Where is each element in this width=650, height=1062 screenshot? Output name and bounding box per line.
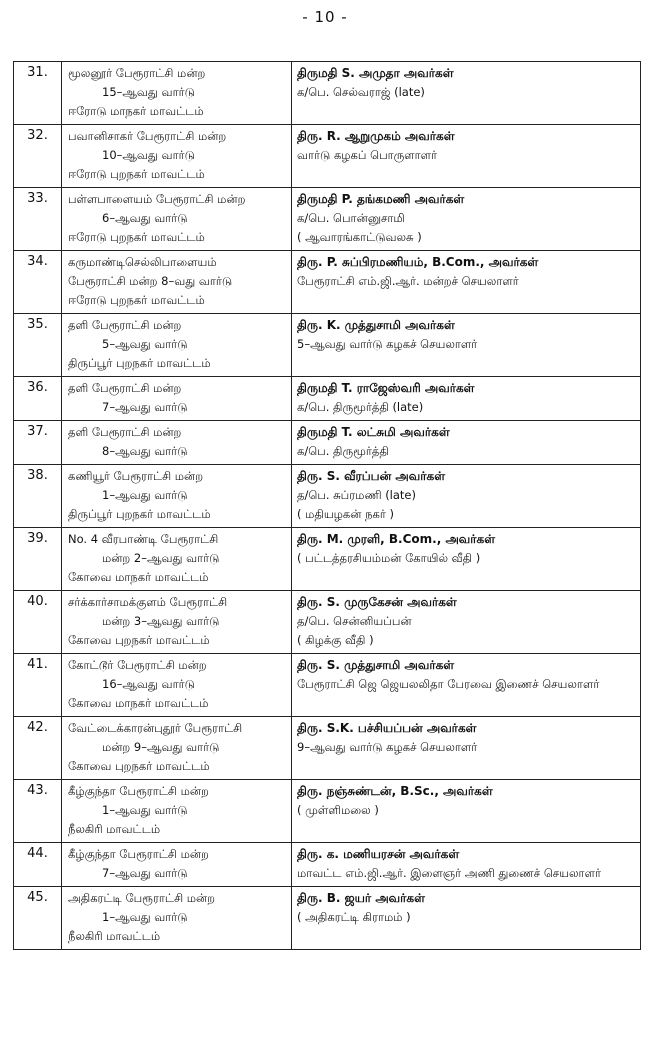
ward-line: கோவை மாநகர் மாவட்டம் [68, 570, 209, 584]
ward-line: பேரூராட்சி மன்ற 8–வது வார்டு [68, 274, 233, 288]
ward-line: நீலகிரி மாவட்டம் [68, 822, 161, 836]
ward-line: No. 4 வீரபாண்டி பேரூராட்சி [68, 532, 219, 546]
table-row [14, 465, 641, 528]
person-detail: 9–ஆவது வார்டு கழகச் செயலாளர் [297, 740, 478, 754]
person-detail: க/பெ. திருமூர்த்தி [297, 444, 389, 458]
person-detail: பேரூராட்சி எம்.ஜி.ஆர். மன்றச் செயலாளர் [297, 274, 519, 288]
person-detail: க/பெ. செல்வராஜ் (late) [297, 85, 425, 99]
person-cell [292, 654, 641, 717]
ward-cell [62, 465, 292, 528]
ward-line: 1–ஆவது வார்டு [102, 488, 188, 502]
ward-cell [62, 591, 292, 654]
table-row [14, 377, 641, 421]
ward-line: மன்ற 9–ஆவது வார்டு [102, 740, 220, 754]
person-detail: ( பட்டத்தரசியம்மன் கோயில் வீதி ) [297, 551, 481, 565]
serial-number: 40. [14, 591, 62, 654]
person-cell [292, 887, 641, 950]
ward-line: ஈரோடு புறநகர் மாவட்டம் [68, 293, 205, 307]
ward-line: கருமாண்டிசெல்லிபாளையம் [68, 255, 217, 269]
person-name: திரு. S. முருகேசன் அவர்கள் [297, 595, 457, 609]
table-row [14, 251, 641, 314]
person-cell [292, 421, 641, 465]
person-name: திரு. K. முத்துசாமி அவர்கள் [297, 318, 455, 332]
ward-line: திருப்பூர் புறநகர் மாவட்டம் [68, 507, 211, 521]
table-row [14, 887, 641, 950]
person-detail: ( ஆவாரங்காட்டுவலசு ) [297, 230, 422, 244]
person-cell [292, 780, 641, 843]
ward-cell [62, 62, 292, 125]
ward-line: தளி பேரூராட்சி மன்ற [68, 425, 182, 439]
ward-line: 1–ஆவது வார்டு [102, 803, 188, 817]
serial-number: 42. [14, 717, 62, 780]
ward-line: அதிகரட்டி பேரூராட்சி மன்ற [68, 891, 215, 905]
serial-number: 38. [14, 465, 62, 528]
ward-cell [62, 843, 292, 887]
ward-line: பவானிசாகர் பேரூராட்சி மன்ற [68, 129, 227, 143]
table-row [14, 314, 641, 377]
ward-cell [62, 421, 292, 465]
person-detail: ( கிழக்கு வீதி ) [297, 633, 374, 647]
person-name: திரு. B. ஜயர் அவர்கள் [297, 891, 425, 905]
person-name: திரு. R. ஆறுமுகம் அவர்கள் [297, 129, 455, 143]
ward-cell [62, 887, 292, 950]
person-detail: 5–ஆவது வார்டு கழகச் செயலாளர் [297, 337, 478, 351]
ward-line: வேட்டைக்காரன்புதூர் பேரூராட்சி [68, 721, 243, 735]
ward-cell [62, 188, 292, 251]
ward-line: பள்ளபாளையம் பேரூராட்சி மன்ற [68, 192, 246, 206]
person-cell [292, 591, 641, 654]
ward-cell [62, 377, 292, 421]
ward-line: மன்ற 2–ஆவது வார்டு [102, 551, 220, 565]
person-cell [292, 377, 641, 421]
ward-line: கோவை மாநகர் மாவட்டம் [68, 696, 209, 710]
serial-number: 34. [14, 251, 62, 314]
person-cell [292, 62, 641, 125]
person-detail: ( அதிகரட்டி கிராமம் ) [297, 910, 411, 924]
ward-line: 16–ஆவது வார்டு [102, 677, 195, 691]
ward-line: 8–ஆவது வார்டு [102, 444, 188, 458]
person-detail: பேரூராட்சி ஜெ ஜெயலலிதா பேரவை இணைச் செயலாளர் [297, 677, 600, 691]
ward-line: 7–ஆவது வார்டு [102, 400, 188, 414]
ward-line: 6–ஆவது வார்டு [102, 211, 188, 225]
person-cell [292, 188, 641, 251]
serial-number: 32. [14, 125, 62, 188]
serial-number: 45. [14, 887, 62, 950]
ward-cell [62, 654, 292, 717]
ward-cell [62, 528, 292, 591]
person-name: திருமதி T. ராஜேஸ்வரி அவர்கள் [297, 381, 475, 395]
person-name: திருமதி T. லட்சுமி அவர்கள் [297, 425, 450, 439]
person-detail: ( முள்ளிமலை ) [297, 803, 379, 817]
table-row [14, 125, 641, 188]
person-cell [292, 843, 641, 887]
person-name: திரு. M. முரளி, B.Com., அவர்கள் [297, 532, 496, 546]
person-cell [292, 717, 641, 780]
table-row [14, 528, 641, 591]
ward-line: தளி பேரூராட்சி மன்ற [68, 381, 182, 395]
ward-line: சர்க்கார்சாமக்குளம் பேரூராட்சி [68, 595, 228, 609]
ward-cell [62, 717, 292, 780]
person-detail: த/பெ. சுப்ரமணி (late) [297, 488, 416, 502]
ward-line: ஈரோடு மாநகர் மாவட்டம் [68, 104, 204, 118]
person-detail: க/பெ. திருமூர்த்தி (late) [297, 400, 424, 414]
ward-line: கோவை புறநகர் மாவட்டம் [68, 633, 210, 647]
ward-line: ஈரோடு புறநகர் மாவட்டம் [68, 230, 205, 244]
ward-cell [62, 251, 292, 314]
serial-number: 39. [14, 528, 62, 591]
serial-number: 35. [14, 314, 62, 377]
ward-line: தளி பேரூராட்சி மன்ற [68, 318, 182, 332]
table-row [14, 62, 641, 125]
ward-line: கணியூர் பேரூராட்சி மன்ற [68, 469, 204, 483]
serial-number: 33. [14, 188, 62, 251]
person-name: திரு. நஞ்சுண்டன், B.Sc., அவர்கள் [297, 784, 493, 798]
table-row [14, 654, 641, 717]
ward-line: கீழ்குந்தா பேரூராட்சி மன்ற [68, 847, 209, 861]
serial-number: 31. [14, 62, 62, 125]
person-detail: ( மதியழகன் நகர் ) [297, 507, 394, 521]
person-name: திருமதி S. அமுதா அவர்கள் [297, 66, 454, 80]
ward-line: ஈரோடு புறநகர் மாவட்டம் [68, 167, 205, 181]
person-detail: த/பெ. சென்னியப்பன் [297, 614, 412, 628]
ward-line: 7–ஆவது வார்டு [102, 866, 188, 880]
serial-number: 36. [14, 377, 62, 421]
table-row [14, 717, 641, 780]
table-row [14, 843, 641, 887]
ward-line: மன்ற 3–ஆவது வார்டு [102, 614, 220, 628]
ward-line: திருப்பூர் புறநகர் மாவட்டம் [68, 356, 211, 370]
ward-line: கீழ்குந்தா பேரூராட்சி மன்ற [68, 784, 209, 798]
person-name: திரு. S. வீரப்பன் அவர்கள் [297, 469, 446, 483]
serial-number: 44. [14, 843, 62, 887]
ward-cell [62, 314, 292, 377]
person-name: திரு. S.K. பச்சியப்பன் அவர்கள் [297, 721, 477, 735]
ward-line: மூலனூர் பேரூராட்சி மன்ற [68, 66, 206, 80]
ward-cell [62, 780, 292, 843]
person-cell [292, 465, 641, 528]
person-detail: மாவட்ட எம்.ஜி.ஆர். இளைஞர் அணி துணைச் செயலாளர் [297, 866, 601, 880]
person-name: திரு. P. சுப்பிரமணியம், B.Com., அவர்கள் [297, 255, 539, 269]
serial-number: 43. [14, 780, 62, 843]
person-cell [292, 125, 641, 188]
person-name: திரு. க. மணியரசன் அவர்கள் [297, 847, 460, 861]
ward-line: கோட்டூர் பேரூராட்சி மன்ற [68, 658, 207, 672]
person-name: திரு. S. முத்துசாமி அவர்கள் [297, 658, 455, 672]
ward-line: நீலகிரி மாவட்டம் [68, 929, 161, 943]
table-row [14, 780, 641, 843]
page-number: - 10 - [302, 8, 348, 26]
ward-line: 10–ஆவது வார்டு [102, 148, 195, 162]
ward-line: 15–ஆவது வார்டு [102, 85, 195, 99]
person-detail: வார்டு கழகப் பொருளாளர் [297, 148, 438, 162]
ward-line: கோவை புறநகர் மாவட்டம் [68, 759, 210, 773]
serial-number: 37. [14, 421, 62, 465]
ward-cell [62, 125, 292, 188]
table-row [14, 591, 641, 654]
person-cell [292, 528, 641, 591]
ward-line: 5–ஆவது வார்டு [102, 337, 188, 351]
person-name: திருமதி P. தங்கமணி அவர்கள் [297, 192, 465, 206]
table-row [14, 421, 641, 465]
serial-number: 41. [14, 654, 62, 717]
ward-line: 1–ஆவது வார்டு [102, 910, 188, 924]
table-row [14, 188, 641, 251]
person-cell [292, 251, 641, 314]
person-cell [292, 314, 641, 377]
person-detail: க/பெ. பொன்னுசாமி [297, 211, 405, 225]
candidate-table [13, 61, 641, 950]
